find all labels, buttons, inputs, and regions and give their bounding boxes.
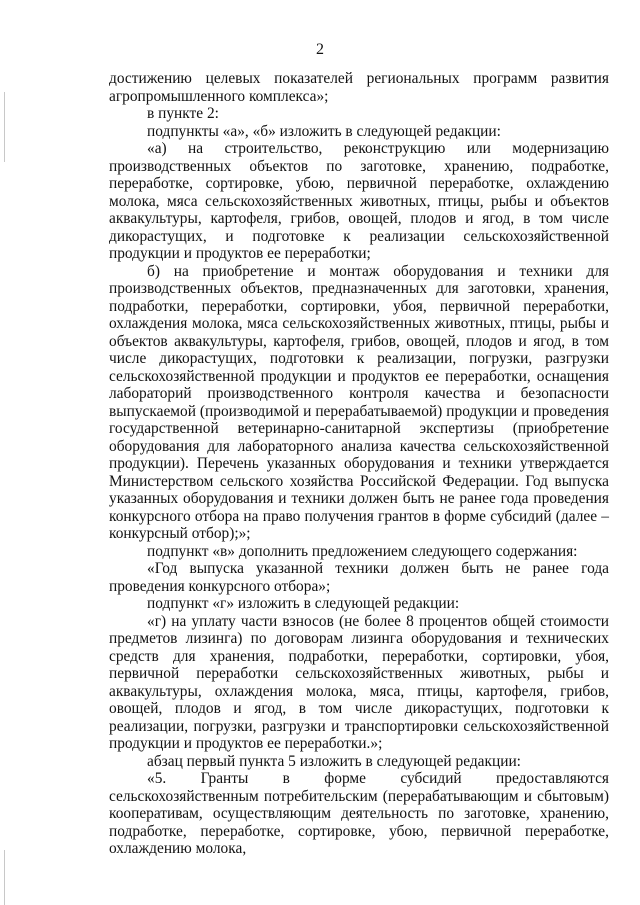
paragraph: «5. Гранты в форме субсидий предоставляются сельскохозяйственным потребительским (перерабатывающим и сбытовым) кооперативам, осуществляющим деятельность по заготовке, хранению, подработке, переработке, сортировке, убою, первичной переработке, охлаждению молока, bbox=[109, 770, 609, 857]
paragraph: подпункт «в» дополнить предложением следующего содержания: bbox=[147, 542, 578, 560]
scan-margin-mark bbox=[4, 850, 5, 905]
paragraph: б) на приобретение и монтаж оборудования и техники для производственных объектов, предназначенных для заготовки, хранения, подработки, переработки, сортировки, убоя, первичной переработки, охлаждения молока, мяса сельскохозяйственных животных, птицы, рыбы и объектов аквакультуры, картофеля, грибов, овощей, плодов и ягод, в том числе дикорастущих, подготовки к реализации, погрузки, разгрузки сельскохозяйственной продукции и продуктов ее переработки, оснащения лабораторий производственного контроля качества и безопасности выпускаемой (производимой и перерабатываемой) продукции и проведения государственной ветеринарно-санитарной экспертизы (приобретение оборудования для лабораторного анализа качества сельскохозяйственной продукции). Перечень указанных оборудования и техники утверждается Министерством сельского хозяйства Российской Федерации. Год выпуска указанных оборудования и техники должен быть не ранее года проведения конкурсного отбора на право получения грантов в форме субсидий (далее – конкурсный отбор);»; bbox=[109, 262, 609, 542]
paragraph: «а) на строительство, реконструкцию или модернизацию производственных объектов по заготовке, хранению, подработке, переработке, сортировке, убою, первичной переработке, охлаждению молока, мяса сельскохозяйственных животных, птицы, рыбы и объектов аквакультуры, картофеля, грибов, овощей, плодов и ягод, в том числе дикорастущих, и подготовке к реализации сельскохозяйственной продукции и продуктов ее переработки; bbox=[109, 140, 609, 262]
paragraph: абзац первый пункта 5 изложить в следующей редакции: bbox=[147, 752, 521, 770]
paragraph: «г) на уплату части взносов (не более 8 процентов общей стоимости предметов лизинга) по договорам лизинга оборудования и технических средств для хранения, подработки, переработки, сортировки, убоя, первичной переработки сельскохозяйственных животных, рыбы и аквакультуры, охлаждения молока, мяса, птицы, картофеля, грибов, овощей, плодов и ягод, в том числе дикорастущих, подготовки к реализации, погрузки, разгрузки и транспортировки сельскохозяйственной продукции и продуктов ее переработки.»; bbox=[109, 612, 609, 752]
scan-margin-mark bbox=[4, 92, 5, 162]
document-body bbox=[109, 70, 609, 858]
paragraph: достижению целевых показателей региональных программ развития агропромышленного комплекса»; bbox=[109, 70, 609, 105]
paragraph: подпункт «г» изложить в следующей редакции: bbox=[147, 595, 460, 612]
paragraph: подпункты «а», «б» изложить в следующей редакции: bbox=[147, 122, 501, 140]
paragraph: «Год выпуска указанной техники должен быть не ранее года проведения конкурсного отбора»; bbox=[109, 560, 609, 595]
paragraph: в пункте 2: bbox=[147, 105, 219, 122]
page-number: 2 bbox=[316, 41, 324, 58]
